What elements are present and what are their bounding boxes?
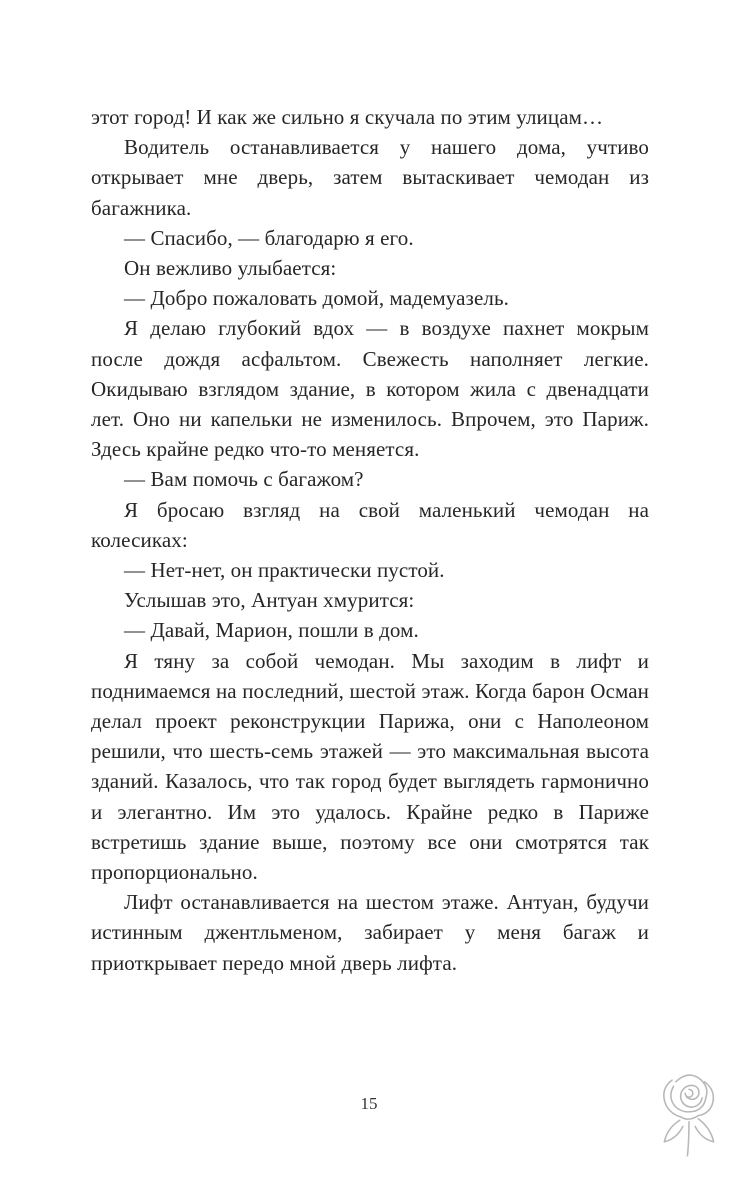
paragraph: Я бросаю взгляд на свой маленький чемодан на колесиках: (91, 497, 649, 552)
paragraph: — Давай, Марион, пошли в дом. (124, 618, 419, 643)
paragraph: Услышав это, Антуан хмурится: (124, 588, 415, 613)
paragraph: — Спасибо, — благодарю я его. (124, 225, 414, 250)
paragraph: Я тяну за собой чемодан. Мы заходим в лифт и поднимаемся на последний, шестой этаж. Когда барон Осман делал проект реконструкции Парижа, они с Наполеоном решили, что шесть-семь этажей — это максимальная высота зданий. Казалось, что так город будет выглядеть гармонично и элегантно. Им это удалось. Крайне редко в Париже встретишь здание выше, поэтому все они смотрятся так пропорционально. (91, 648, 649, 885)
paragraph: Он вежливо улыбается: (124, 256, 337, 281)
page-text (91, 102, 649, 978)
paragraph: этот город! И как же сильно я скучала по этим улицам… (91, 105, 604, 129)
page-number: 15 (360, 1094, 378, 1113)
paragraph: Я делаю глубокий вдох — в воздухе пахнет мокрым после дождя асфальтом. Свежесть наполняет легкие. Окидываю взглядом здание, в котором жила с двенадцати лет. Оно ни капельки не изменилось. Впрочем, это Париж. Здесь крайне редко что-то меняется. (91, 316, 649, 462)
paragraph: Водитель останавливается у нашего дома, учтиво открывает мне дверь, затем вытаскивает чемодан из багажника. (91, 135, 649, 220)
rose-icon (650, 1057, 728, 1165)
paragraph: — Добро пожаловать домой, мадемуазель. (124, 286, 509, 311)
paragraph: Лифт останавливается на шестом этаже. Антуан, будучи истинным джентльменом, забирает у меня багаж и приоткрывает передо мной дверь лифта. (91, 890, 649, 975)
paragraph: — Вам помочь с багажом? (124, 467, 364, 492)
paragraph: — Нет-нет, он практически пустой. (124, 558, 445, 583)
